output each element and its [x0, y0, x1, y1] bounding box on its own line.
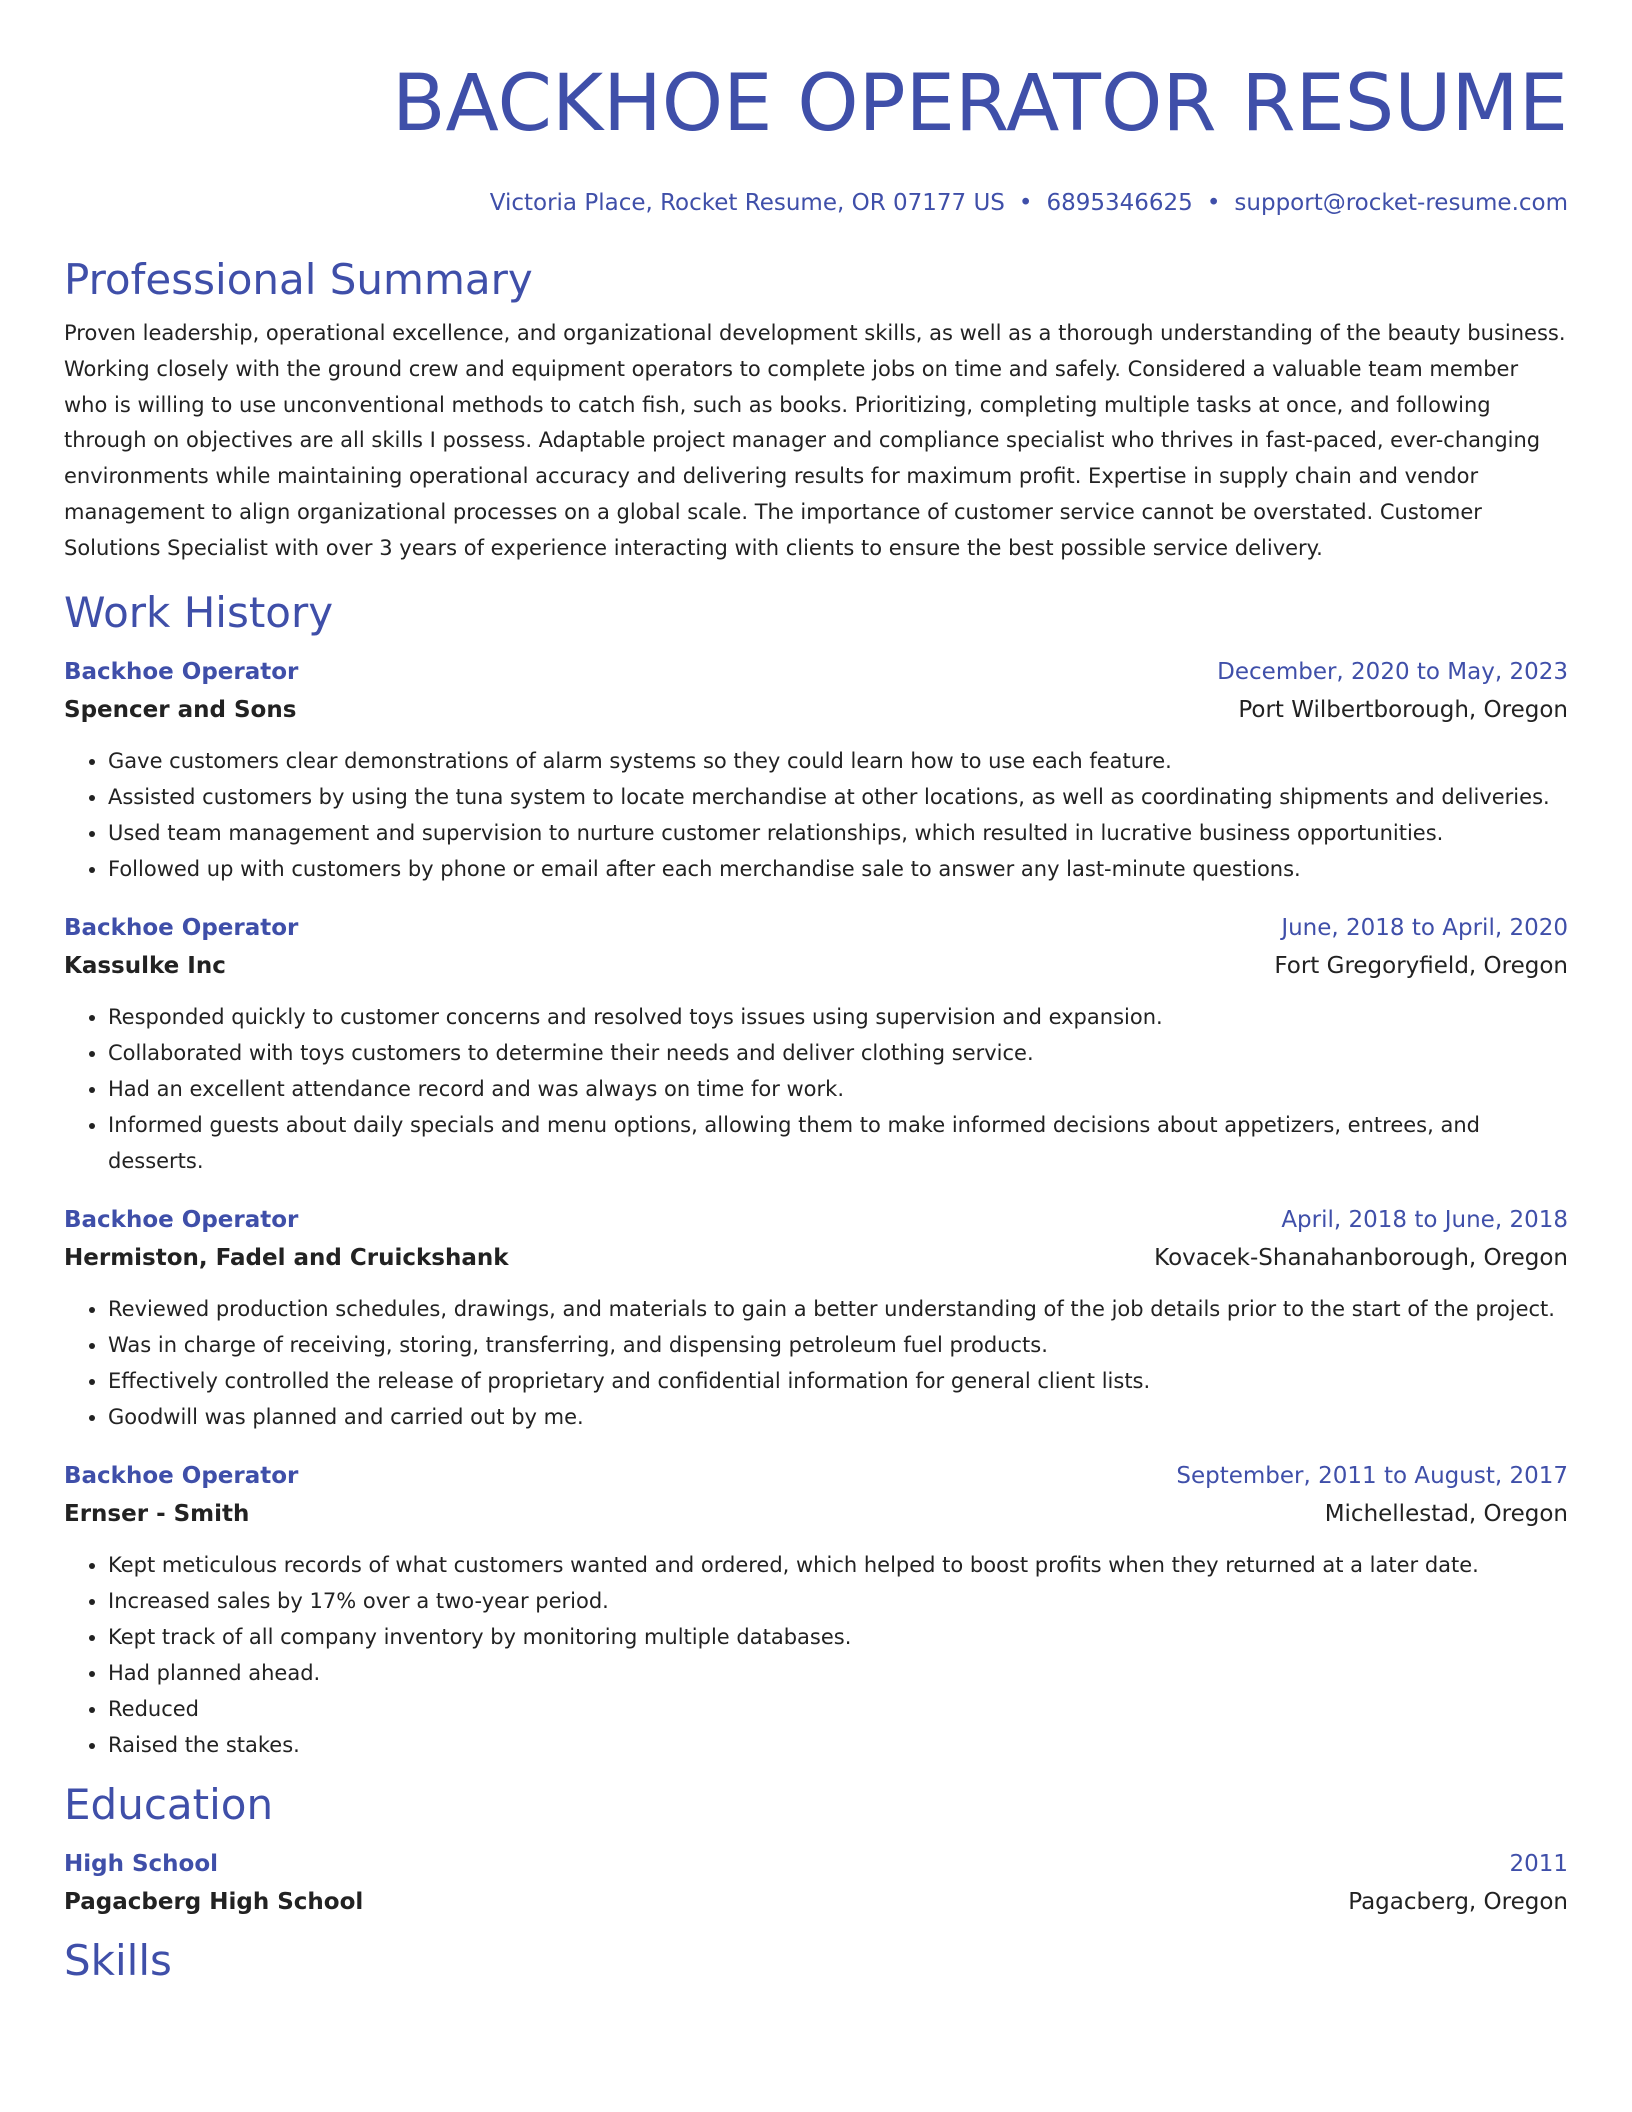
job-bullet: • Used team management and supervision to nurture customer relationships, which resulted in lucrative business opportunities.: [108, 815, 1568, 851]
job-company-row: [64, 947, 1568, 985]
job-title-row: [64, 909, 1568, 947]
resume-title: BACKHOE OPERATOR RESUME: [392, 59, 1568, 149]
job-title: Backhoe Operator: [64, 1206, 299, 1233]
job-bullet: • Increased sales by 17% over a two-year period.: [108, 1583, 1568, 1619]
job-entry: [64, 909, 1568, 1179]
job-bullet: • Had planned ahead.: [108, 1655, 1568, 1691]
job-dates: September, 2011 to August, 2017: [1176, 1462, 1568, 1489]
job-bullet: • Responded quickly to customer concerns and resolved toys issues using supervision and expansion.: [108, 999, 1568, 1035]
job-company-row: [64, 691, 1568, 729]
job-bullet: • Kept track of all company inventory by monitoring multiple databases.: [108, 1619, 1568, 1655]
job-company: Spencer and Sons: [64, 696, 297, 723]
contact-phone: 6895346625: [1046, 190, 1193, 216]
job-company: Hermiston, Fadel and Cruickshank: [64, 1244, 509, 1271]
job-dates: December, 2020 to May, 2023: [1217, 658, 1568, 685]
job-bullet: • Effectively controlled the release of proprietary and confidential information for general client lists.: [108, 1363, 1568, 1399]
summary-heading: Professional Summary: [64, 255, 533, 304]
education-school-row: [64, 1883, 1568, 1921]
job-title: Backhoe Operator: [64, 914, 299, 941]
work-history-heading: Work History: [64, 587, 334, 637]
summary-section: [64, 254, 1568, 567]
skills-heading: Skills: [64, 1935, 172, 1985]
job-bullet: • Gave customers clear demonstrations of alarm systems so they could learn how to use each feature.: [108, 743, 1568, 779]
job-bullet: • Was in charge of receiving, storing, transferring, and dispensing petroleum fuel products.: [108, 1327, 1568, 1363]
job-bullet: • Goodwill was planned and carried out by me.: [108, 1399, 1568, 1435]
job-bullet: • Informed guests about daily specials and menu options, allowing them to make informed decisions about appetizers, entrees, and desserts.: [108, 1107, 1568, 1179]
job-bullet: • Reviewed production schedules, drawings, and materials to gain a better understanding of the job details prior to the start of the project.: [108, 1291, 1568, 1327]
job-title-row: [64, 1457, 1568, 1495]
summary-text: Proven leadership, operational excellence, and organizational development skills, as well as a thorough understanding of the beauty business. Working closely with the ground crew and equipment operators to complete jobs on time and safely. Considered a valuable team member who is willing to use unconventional methods to catch fish, such as books. Prioritizing, completing multiple tasks at once, and following through on objectives are all skills I possess. Adaptable project manager and compliance specialist who thrives in fast-paced, ever-changing environments while maintaining operational accuracy and delivering results for maximum profit. Expertise in supply chain and vendor management to align organizational processes on a global scale. The importance of customer service cannot be overstated. Customer Solutions Specialist with over 3 years of experience interacting with clients to ensure the best possible service delivery.: [64, 321, 1566, 560]
job-company-row: [64, 1239, 1568, 1277]
contact-separator: •: [1206, 190, 1221, 216]
job-company-row: [64, 1495, 1568, 1533]
job-bullet: • Had an excellent attendance record and was always on time for work.: [108, 1071, 1568, 1107]
job-bullet: • Raised the stakes.: [108, 1727, 1568, 1763]
job-dates: June, 2018 to April, 2020: [1281, 914, 1568, 941]
job-bullets: [64, 1547, 1568, 1763]
job-company: Ernser - Smith: [64, 1500, 250, 1527]
education-year: 2011: [1509, 1850, 1568, 1877]
contact-line: [64, 188, 1568, 218]
education-school: Pagacberg High School: [64, 1888, 364, 1915]
job-location: Michellestad, Oregon: [1324, 1500, 1568, 1527]
job-title: Backhoe Operator: [64, 658, 299, 685]
job-dates: April, 2018 to June, 2018: [1281, 1206, 1568, 1233]
job-bullet: • Kept meticulous records of what customers wanted and ordered, which helped to boost profits when they returned at a later date.: [108, 1547, 1568, 1583]
contact-address: Victoria Place, Rocket Resume, OR 07177 US: [489, 190, 1005, 216]
education-entry: [64, 1845, 1568, 1921]
education-section: [64, 1779, 1568, 1921]
skills-section: [64, 1935, 1568, 1987]
job-location: Port Wilbertborough, Oregon: [1238, 696, 1568, 723]
education-heading: Education: [64, 1779, 274, 1829]
job-title-row: [64, 1201, 1568, 1239]
job-bullet: • Assisted customers by using the tuna system to locate merchandise at other locations, as well as coordinating shipments and deliveries.: [108, 779, 1568, 815]
education-degree-row: [64, 1845, 1568, 1883]
contact-separator: •: [1018, 190, 1033, 216]
job-bullet: • Collaborated with toys customers to determine their needs and deliver clothing service.: [108, 1035, 1568, 1071]
job-entry: [64, 1201, 1568, 1435]
work-history-section: [64, 587, 1568, 1763]
job-title-row: [64, 653, 1568, 691]
job-title: Backhoe Operator: [64, 1462, 299, 1489]
job-bullets: [64, 999, 1568, 1179]
contact-email: support@rocket-resume.com: [1234, 190, 1568, 216]
job-entry: [64, 1457, 1568, 1763]
job-location: Fort Gregoryfield, Oregon: [1274, 952, 1568, 979]
education-degree: High School: [64, 1850, 219, 1877]
job-bullets: [64, 743, 1568, 887]
job-bullets: [64, 1291, 1568, 1435]
job-entry: [64, 653, 1568, 887]
job-bullet: • Followed up with customers by phone or email after each merchandise sale to answer any last-minute questions.: [108, 851, 1568, 887]
job-company: Kassulke Inc: [64, 952, 226, 979]
job-location: Kovacek-Shanahanborough, Oregon: [1154, 1244, 1568, 1271]
job-bullet: • Reduced: [108, 1691, 1568, 1727]
education-location: Pagacberg, Oregon: [1348, 1888, 1568, 1915]
